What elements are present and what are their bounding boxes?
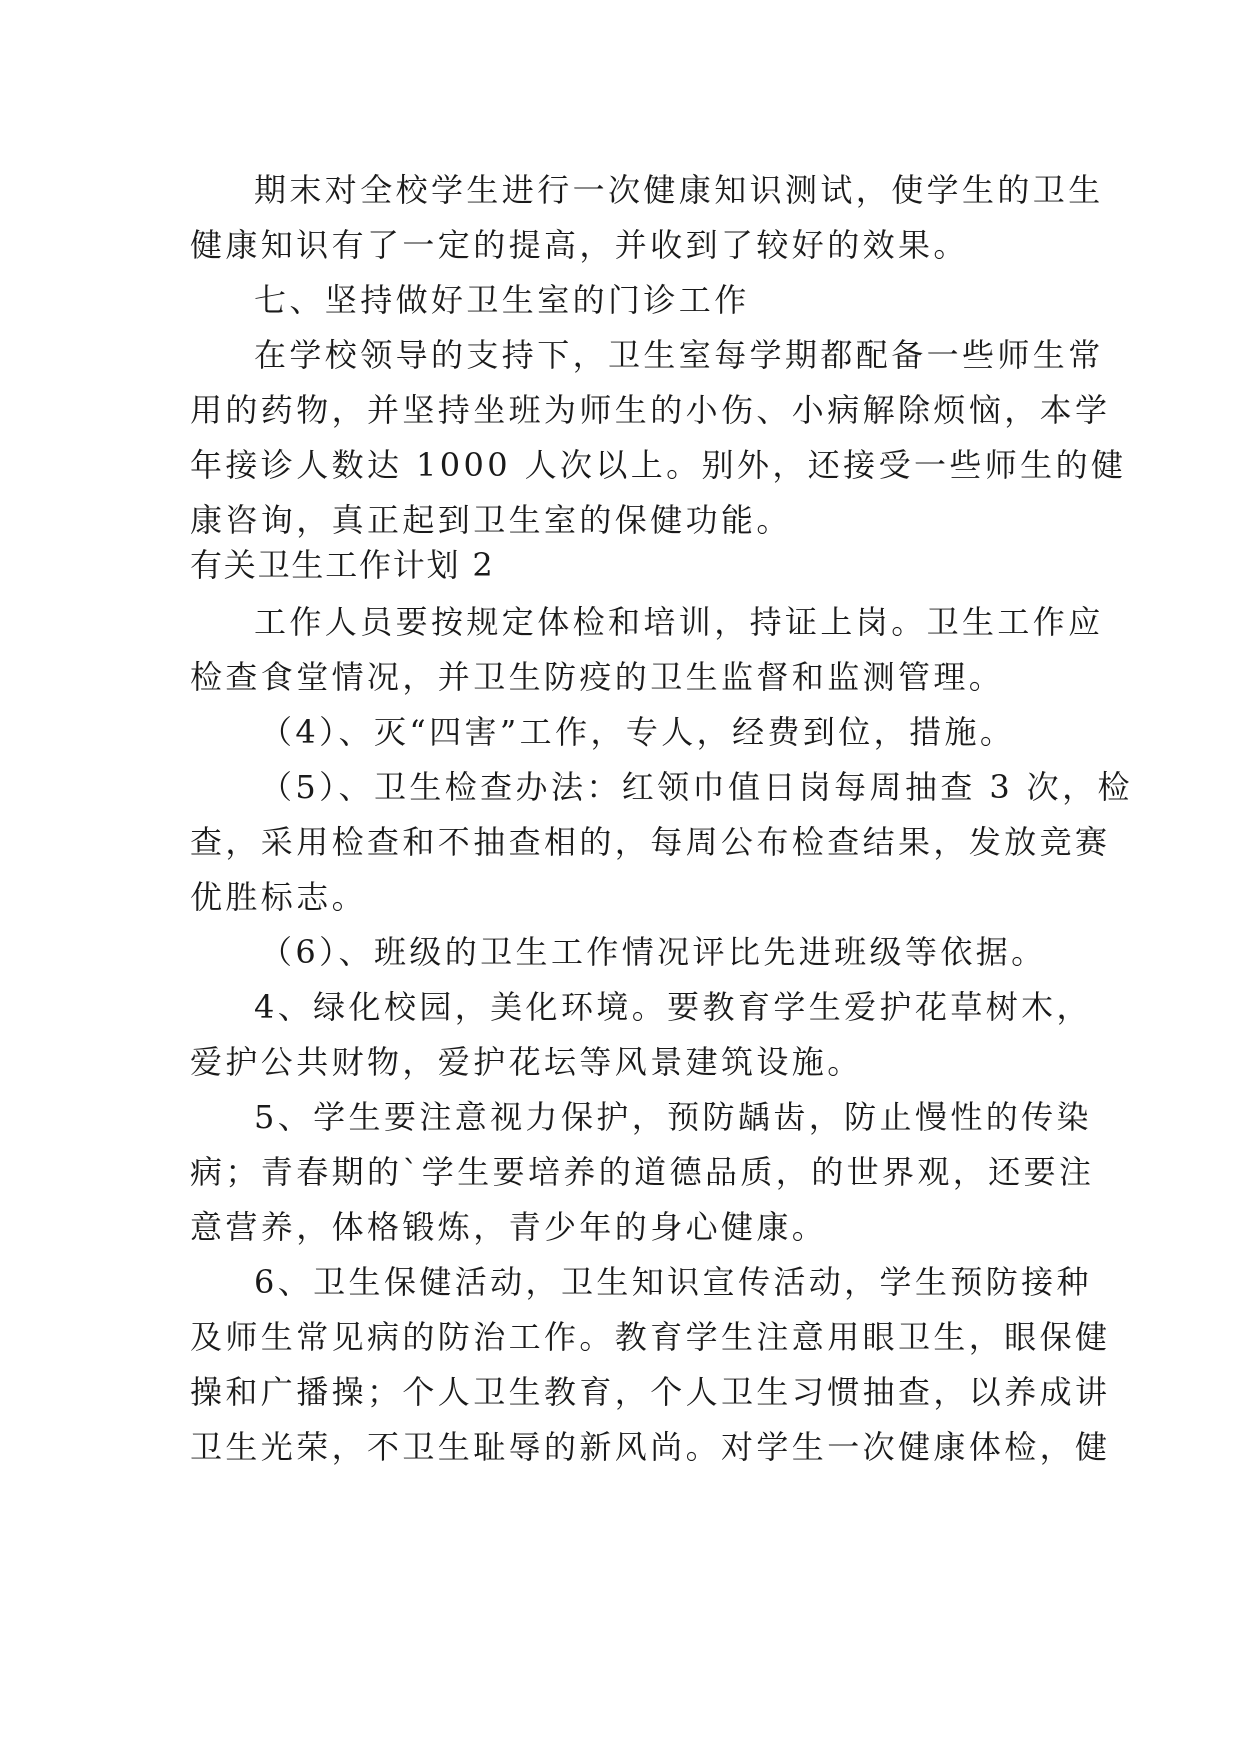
paragraph-line: 及师生常见病的防治工作。教育学生注意用眼卫生，眼保健	[190, 1318, 1111, 1356]
paragraph-line: 病；青春期的`学生要培养的道德品质，的世界观，还要注	[190, 1153, 1095, 1191]
paragraph-line: 查，采用检查和不抽查相的，每周公布检查结果，发放竞赛	[190, 823, 1111, 861]
section-heading: 七、坚持做好卫生室的门诊工作	[254, 281, 750, 319]
paragraph-line: （6）、班级的卫生工作情况评比先进班级等依据。	[260, 933, 1047, 971]
paragraph-line: 优胜标志。	[190, 878, 368, 916]
paragraph-line: 工作人员要按规定体检和培训，持证上岗。卫生工作应	[254, 603, 1104, 641]
paragraph-line: 意营养，体格锻炼，青少年的身心健康。	[190, 1208, 828, 1246]
paragraph-line: 卫生光荣，不卫生耻辱的新风尚。对学生一次健康体检，健	[190, 1428, 1111, 1466]
paragraph-line: （5）、卫生检查办法：红领巾值日岗每周抽查 3 次，检	[260, 768, 1133, 806]
paragraph-line: 检查食堂情况，并卫生防疫的卫生监督和监测管理。	[190, 658, 1005, 696]
paragraph-line: 操和广播操；个人卫生教育，个人卫生习惯抽查，以养成讲	[190, 1373, 1111, 1411]
paragraph-line: 用的药物，并坚持坐班为师生的小伤、小病解除烦恼，本学	[190, 391, 1111, 429]
paragraph-line: 康咨询，真正起到卫生室的保健功能。	[190, 501, 792, 539]
paragraph-line: 5、学生要注意视力保护，预防龋齿，防止慢性的传染	[254, 1098, 1092, 1136]
paragraph-line: 4、绿化校园，美化环境。要教育学生爱护花草树木，	[254, 988, 1092, 1026]
paragraph-line: 年接诊人数达 1000 人次以上。别外，还接受一些师生的健	[190, 446, 1127, 484]
paragraph-line: 健康知识有了一定的提高，并收到了较好的效果。	[190, 226, 969, 264]
paragraph-line: 在学校领导的支持下，卫生室每学期都配备一些师生常	[254, 336, 1104, 374]
paragraph-line: （4）、灭“四害”工作，专人，经费到位，措施。	[260, 713, 1016, 751]
paragraph-line: 6、卫生保健活动，卫生知识宣传活动，学生预防接种	[254, 1263, 1092, 1301]
paragraph-line: 爱护公共财物，爱护花坛等风景建筑设施。	[190, 1043, 863, 1081]
document-subtitle: 有关卫生工作计划 2	[190, 546, 495, 584]
paragraph-line: 期末对全校学生进行一次健康知识测试，使学生的卫生	[254, 171, 1104, 209]
